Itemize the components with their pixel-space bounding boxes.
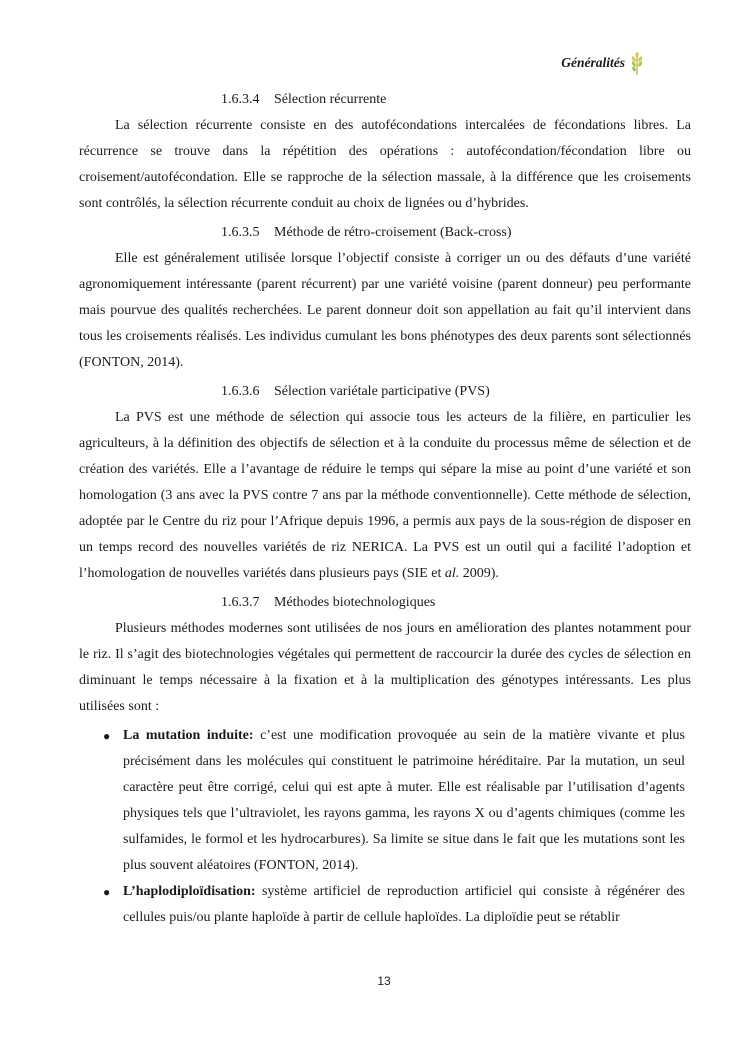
paragraph-text: La PVS est une méthode de sélection qui associe tous les acteurs de la filière, en particulier les agriculteurs, à la définition des objectifs de sélection et à la conduite du processus même de sélection et de création des variétés. Elle a l’avantage de réduire le temps qui sépare la mise au point d’une variété et son homologation (3 ans avec la PVS contre 7 ans par la méthode conventionnelle). Cette méthode de sélection, adoptée par le Centre du riz pour l’Afrique depuis 1996, a permis aux pays de la sous-région de disposer en un temps record des nouvelles variétés de riz NERICA. La PVS est un outil qui a facilité l’adoption et l’homologation de nouvelles variétés dans plusieurs pays (SIE et: [79, 410, 691, 581]
wheat-icon: [629, 51, 645, 75]
section-heading: [221, 379, 691, 405]
section-paragraph: La sélection récurrente consiste en des autofécondations intercalées de fécondations libres. La récurrence se trouve dans la répétition des opérations : autofécondation/fécondation libre ou croisement/autofécondation. Elle se rapproche de la sélection massale, à la différence que les croisements sont contrôlés, la sélection récurrente conduit au choix de lignées ou d’hybrides.: [79, 118, 691, 211]
page-number: 13: [377, 974, 391, 988]
list-item-text: c’est une modification provoquée au sein de la matière vivante et plus précisément dans les molécules qui constituent le patrimoine héréditaire. Par la mutation, un seul caractère peut être corrigé, celui qui est apte à muter. Elle est réalisable par l’utilisation d’agents physiques tels que l’ultraviolet, les rayons gamma, les rayons X ou d’agents chimiques (comme les sulfamides, le formol et les hydrocarbures). Sa limite se situe dans le fait que les mutations sont les plus souvent aléatoires (FONTON, 2014).: [123, 728, 685, 873]
section-title: Sélection variétale participative (PVS): [274, 384, 490, 399]
section-number: 1.6.3.5: [221, 225, 260, 240]
list-item-term: La mutation induite:: [123, 728, 254, 743]
list-item-text: système artificiel de reproduction artificiel qui consiste à régénérer des cellules puis/ou plante haploïde à partir de cellule haploïdes. La diploïdie peut se rétablir: [123, 884, 685, 925]
page-content: [79, 87, 691, 931]
section-heading: [221, 590, 691, 616]
paragraph-italic: al.: [444, 566, 460, 581]
header-title: Généralités: [561, 55, 625, 70]
method-list: [79, 723, 691, 931]
list-item: [103, 723, 691, 879]
section-title: Sélection récurrente: [274, 92, 387, 107]
page-header: [561, 51, 645, 75]
section-paragraph: Elle est généralement utilisée lorsque l’objectif consiste à corriger un ou des défauts d’une variété agronomiquement intéressante (parent récurrent) par une variété voisine (parent donneur) peu performante mais pourvue des qualités recherchées. Le parent donneur doit son appellation au fait qu’il intervient dans tous les croisements réalisés. Les individus cumulant les bons phénotypes des deux parents sont sélectionnés (FONTON, 2014).: [79, 251, 691, 370]
list-item-term: L’haplodiploïdisation:: [123, 884, 256, 899]
section-paragraph: Plusieurs méthodes modernes sont utilisées de nos jours en amélioration des plantes notamment pour le riz. Il s’agit des biotechnologies végétales qui permettent de raccourcir la durée des cycles de sélection en diminuant le temps nécessaire à la fixation et à la multiplication des génotypes intéressants. Les plus utilisées sont :: [79, 621, 691, 714]
bullet-icon: ●: [103, 885, 111, 899]
list-item: [103, 879, 691, 931]
section-number: 1.6.3.7: [221, 595, 260, 610]
section-number: 1.6.3.6: [221, 384, 260, 399]
bullet-icon: ●: [103, 729, 111, 743]
section-heading: [221, 87, 691, 113]
section-paragraph: [79, 405, 691, 587]
section-title: Méthodes biotechnologiques: [274, 595, 436, 610]
section-title: Méthode de rétro-croisement (Back-cross): [274, 225, 512, 240]
paragraph-text: 2009).: [459, 566, 499, 581]
section-heading: [221, 220, 691, 246]
section-number: 1.6.3.4: [221, 92, 260, 107]
